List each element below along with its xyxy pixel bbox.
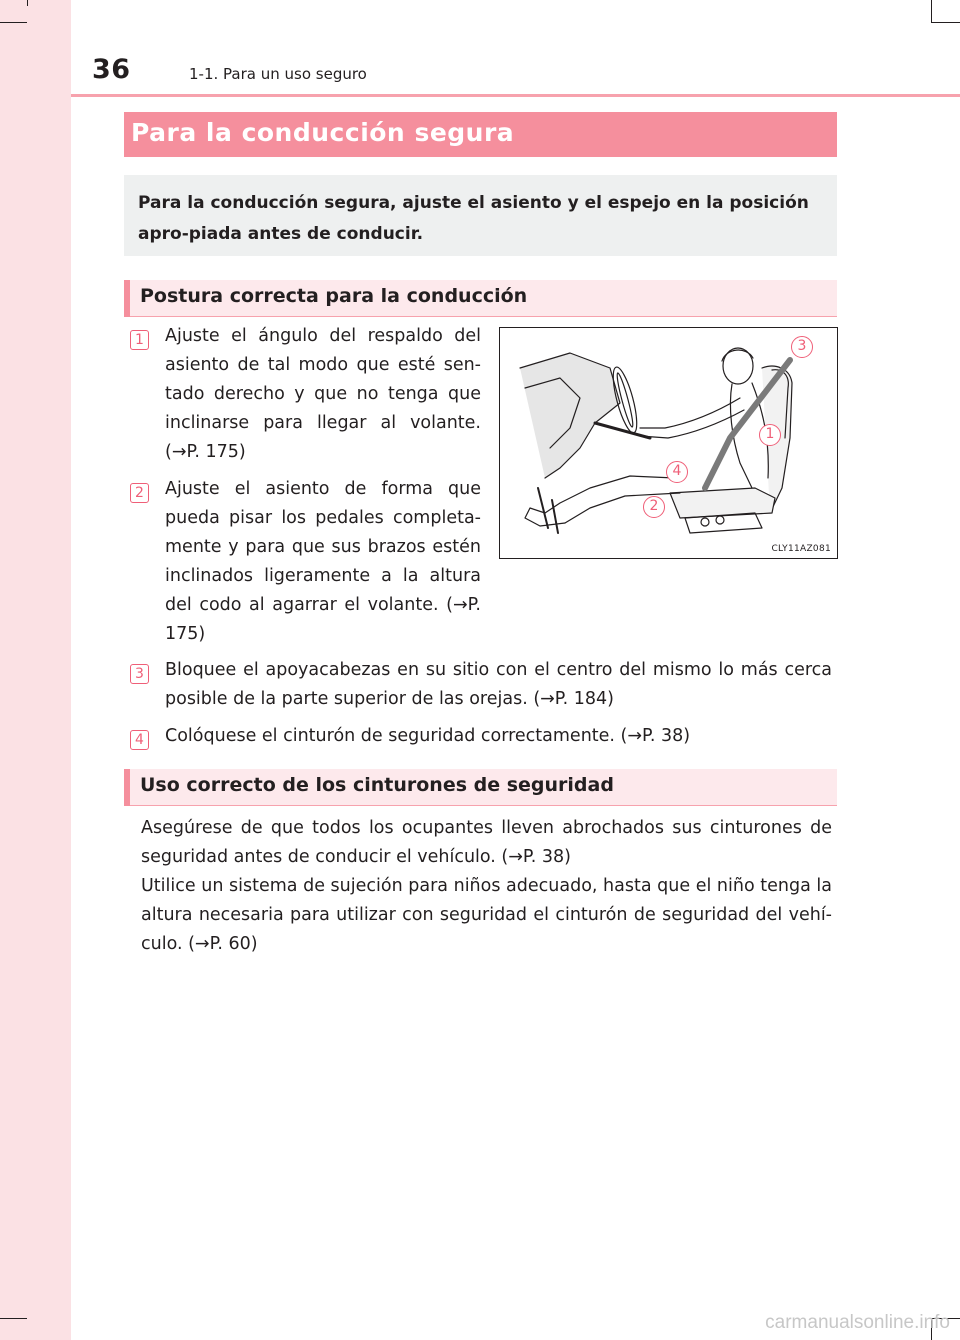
seatbelt-paragraph-2: Utilice un sistema de sujeción para niños adecuado, hasta que el niño tenga la altura necesaria para utilizar con seguridad el cinturón de seguridad del vehí-culo. (→P. 60) [141, 876, 832, 954]
watermark: carmanualsonline.info [765, 1312, 950, 1333]
figure-code: CLY11AZ081 [771, 544, 831, 554]
subheading-posture [124, 280, 837, 317]
crop-mark [0, 22, 27, 23]
subheading-bar [124, 769, 130, 806]
crop-mark [0, 1318, 27, 1319]
section-title-band [124, 112, 837, 157]
subheading-posture-label: Postura correcta para la conducción [140, 285, 528, 307]
crop-mark [27, 0, 28, 6]
seating-posture-figure [499, 327, 838, 559]
item-number-1: 1 [130, 330, 149, 350]
item-text-2: Ajuste el asiento de forma que pueda pisar los pedales completa-mente y para que sus brazos estén inclinados ligeramente a la altura del codo al agarrar el volante. (→P. 175) [165, 479, 481, 644]
driver-illustration [500, 328, 836, 557]
subheading-seatbelts-label: Uso correcto de los cinturones de seguridad [140, 774, 614, 796]
section-name: 1-1. Para un uso seguro [189, 65, 367, 83]
figure-callout-1: 1 [759, 424, 781, 446]
page-number: 36 [92, 54, 131, 85]
subheading-bar [124, 280, 130, 317]
header-rule [71, 94, 960, 97]
item-number-3: 3 [130, 664, 149, 684]
section-title: Para la conducción segura [131, 118, 515, 147]
item-number-2: 2 [130, 483, 149, 503]
crop-mark [931, 22, 960, 23]
figure-callout-4: 4 [666, 461, 688, 483]
figure-callout-2: 2 [643, 496, 665, 518]
intro-text: Para la conducción segura, ajuste el asiento y el espejo en la posición apro-piada antes de conducir. [138, 193, 809, 244]
item-text-1: Ajuste el ángulo del respaldo del asiento de tal modo que esté sen-tado derecho y que no tenga que inclinarse para llegar al volante. (→P. 175) [165, 326, 481, 462]
figure-callout-3: 3 [791, 336, 813, 358]
crop-mark [931, 0, 932, 22]
item-text-3: Bloquee el apoyacabezas en su sitio con el centro del mismo lo más cerca posible de la parte superior de las orejas. (→P. 184) [165, 660, 832, 709]
item-number-4: 4 [130, 730, 149, 750]
page-margin-band [0, 0, 71, 1340]
seatbelt-paragraph-1: Asegúrese de que todos los ocupantes lleven abrochados sus cinturones de seguridad antes de conducir el vehículo. (→P. 38) [141, 818, 832, 867]
intro-box [124, 175, 837, 256]
subheading-seatbelts [124, 769, 837, 806]
item-text-4: Colóquese el cinturón de seguridad correctamente. (→P. 38) [165, 726, 691, 746]
